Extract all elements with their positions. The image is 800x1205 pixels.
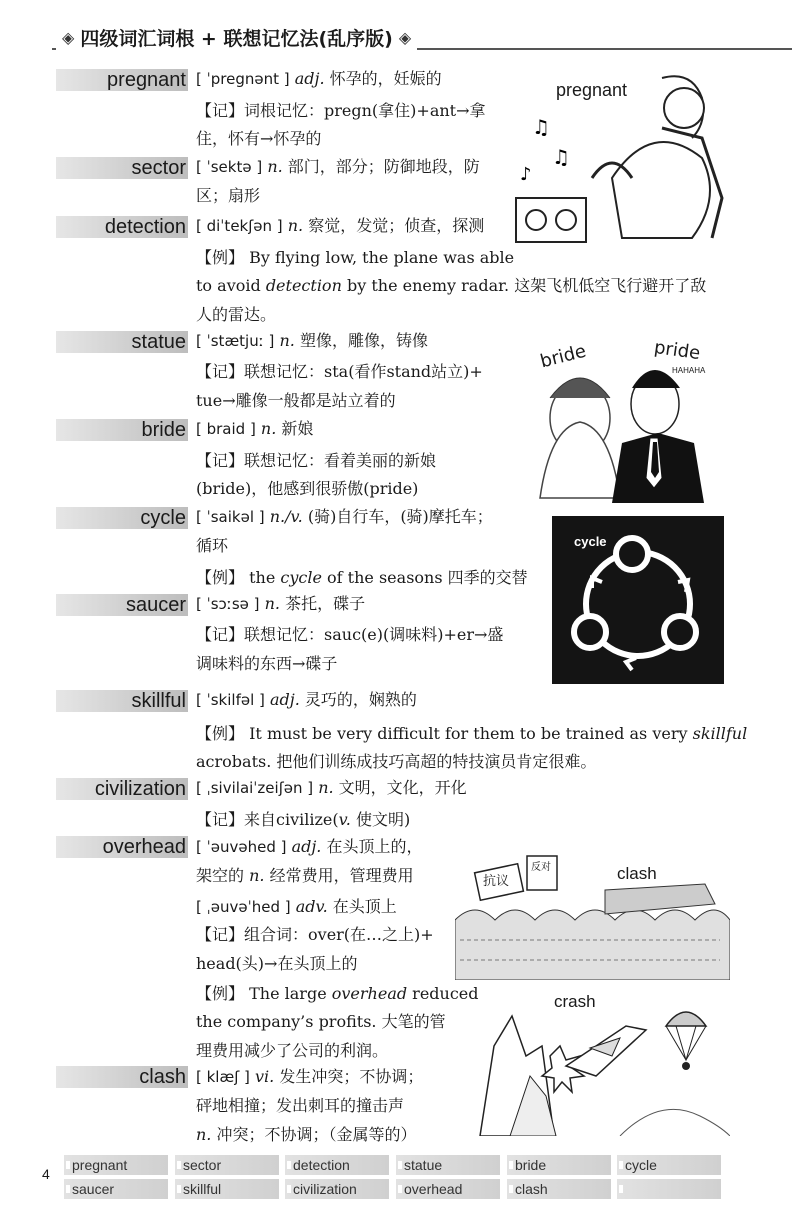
pride-picture-label: pride — [652, 336, 702, 365]
entry-line: [ ˈsɔːsə ] n. 茶托，碟子 — [196, 594, 366, 613]
entry-line: n. 冲突；不协调；（金属等的） — [196, 1125, 417, 1144]
entry-line: [ ˈstætjuː ] n. 塑像，雕像，铸像 — [196, 331, 428, 350]
headword-bride: bride — [56, 419, 188, 441]
review-word-grid — [64, 1153, 724, 1201]
headword-statue: statue — [56, 331, 188, 353]
headword-cycle: cycle — [56, 507, 188, 529]
headword-sector: sector — [56, 157, 188, 179]
entry-line: [ ˈpregnənt ] adj. 怀孕的，妊娠的 — [196, 69, 442, 88]
entry-line: [ ˈəuvəhed ] adj. 在头顶上的， — [196, 837, 423, 856]
review-word: statue — [396, 1155, 500, 1175]
pregnant-illustration — [512, 68, 732, 248]
memory-line: 【记】词根记忆：pregn(拿住)+ant→拿 — [196, 101, 486, 120]
crash-illustration — [470, 986, 730, 1136]
diamond-icon: ◈ — [398, 28, 412, 47]
example-line: 【例】 The large overhead reduced — [196, 984, 479, 1003]
bride-picture-label: bride — [538, 340, 589, 373]
entry-line: [ braid ] n. 新娘 — [196, 419, 314, 438]
review-word: sector — [175, 1155, 279, 1175]
clash-picture-label: clash — [617, 864, 657, 883]
memory-line: 【记】联想记忆：sta(看作stand站立)+ — [196, 362, 483, 381]
haha-text: HAHAHA — [672, 366, 706, 375]
memory-line: (bride)，他感到很骄傲(pride) — [196, 479, 419, 498]
entry-line: [ ˈskilfəl ] adj. 灵巧的，娴熟的 — [196, 690, 417, 709]
entry-line: [ klæʃ ] vi. 发生冲突；不协调； — [196, 1067, 424, 1086]
memory-line: 住，怀有→怀孕的 — [196, 129, 322, 148]
entry-line: [ diˈtekʃən ] n. 察觉，发觉；侦查，探测 — [196, 216, 485, 235]
cycle-illustration — [552, 516, 724, 684]
bride-pride-illustration — [520, 338, 730, 503]
header-title-wrap — [56, 24, 417, 51]
example-line: 理费用减少了公司的利润。 — [196, 1041, 389, 1060]
memory-line: 【记】来自civilize(v. 使文明) — [196, 810, 411, 829]
example-line: 【例】 the cycle of the seasons 四季的交替 — [196, 568, 528, 587]
review-word: pregnant — [64, 1155, 168, 1175]
memory-line: tue→雕像一般都是站立着的 — [196, 391, 396, 410]
review-word: clash — [507, 1179, 611, 1199]
review-word: skillful — [175, 1179, 279, 1199]
review-word: overhead — [396, 1179, 500, 1199]
memory-line: 【记】联想记忆：看着美丽的新娘 — [196, 451, 437, 470]
entry-line: [ ˈsaikəl ] n./v. (骑)自行车，(骑)摩托车； — [196, 507, 493, 526]
entry-line: [ ˌsivilaiˈzeiʃən ] n. 文明，文化，开化 — [196, 778, 467, 797]
headword-pregnant: pregnant — [56, 69, 188, 91]
headword-saucer: saucer — [56, 594, 188, 616]
crash-drawing — [470, 986, 730, 1136]
header-title: 四级词汇词根 + 联想记忆法(乱序版) — [80, 28, 393, 50]
review-word: saucer — [64, 1179, 168, 1199]
example-line: to avoid detection by the enemy radar. 这架飞机低空飞行避开了敌 — [196, 276, 707, 295]
entry-line: [ ˈsektə ] n. 部门，部分；防御地段，防 — [196, 157, 480, 176]
svg-text:♪: ♪ — [520, 164, 532, 185]
example-line: 人的雷达。 — [196, 305, 277, 324]
entry-line: [ ˌəuvəˈhed ] adv. 在头顶上 — [196, 897, 397, 916]
entry-line: 砰地相撞；发出刺耳的撞击声 — [196, 1096, 405, 1115]
entry-line: 区；扇形 — [196, 186, 261, 205]
svg-text:♫: ♫ — [532, 115, 550, 139]
example-line: 【例】 It must be very difficult for them to be trained as very skillful — [196, 724, 748, 743]
crash-picture-label: crash — [554, 992, 596, 1011]
clash-sign-oppose: 反对 — [531, 862, 551, 873]
memory-line: head(头)→在头顶上的 — [196, 954, 358, 973]
pregnant-picture-label: pregnant — [556, 80, 628, 100]
diamond-icon: ◈ — [62, 28, 75, 47]
headword-skillful: skillful — [56, 690, 188, 712]
example-line: the company’s profits. 大笔的管 — [196, 1012, 446, 1031]
review-word-empty — [617, 1179, 721, 1199]
review-word: civilization — [285, 1179, 389, 1199]
review-word: cycle — [617, 1155, 721, 1175]
clash-illustration — [455, 850, 730, 980]
memory-line: 调味料的东西→碟子 — [196, 654, 338, 673]
example-line: 【例】 By flying low, the plane was able — [196, 248, 515, 267]
review-word: bride — [507, 1155, 611, 1175]
headword-civilization: civilization — [56, 778, 188, 800]
cycle-picture-label: cycle — [574, 534, 607, 549]
headword-clash: clash — [56, 1066, 188, 1088]
review-word: detection — [285, 1155, 389, 1175]
headword-detection: detection — [56, 216, 188, 238]
example-line: acrobats. 把他们训练成技巧高超的特技演员肯定很难。 — [196, 752, 597, 771]
memory-line: 【记】组合词：over(在…之上)+ — [196, 925, 434, 944]
page-number: 4 — [42, 1166, 50, 1182]
entry-line: 架空的 n. 经常费用，管理费用 — [196, 866, 414, 885]
svg-text:♫: ♫ — [552, 145, 570, 169]
clash-sign-protest: 抗议 — [483, 874, 510, 889]
entry-line: 循环 — [196, 536, 229, 555]
running-header — [52, 24, 792, 54]
headword-overhead: overhead — [56, 836, 188, 858]
memory-line: 【记】联想记忆：sauc(e)(调味料)+er→盛 — [196, 625, 504, 644]
